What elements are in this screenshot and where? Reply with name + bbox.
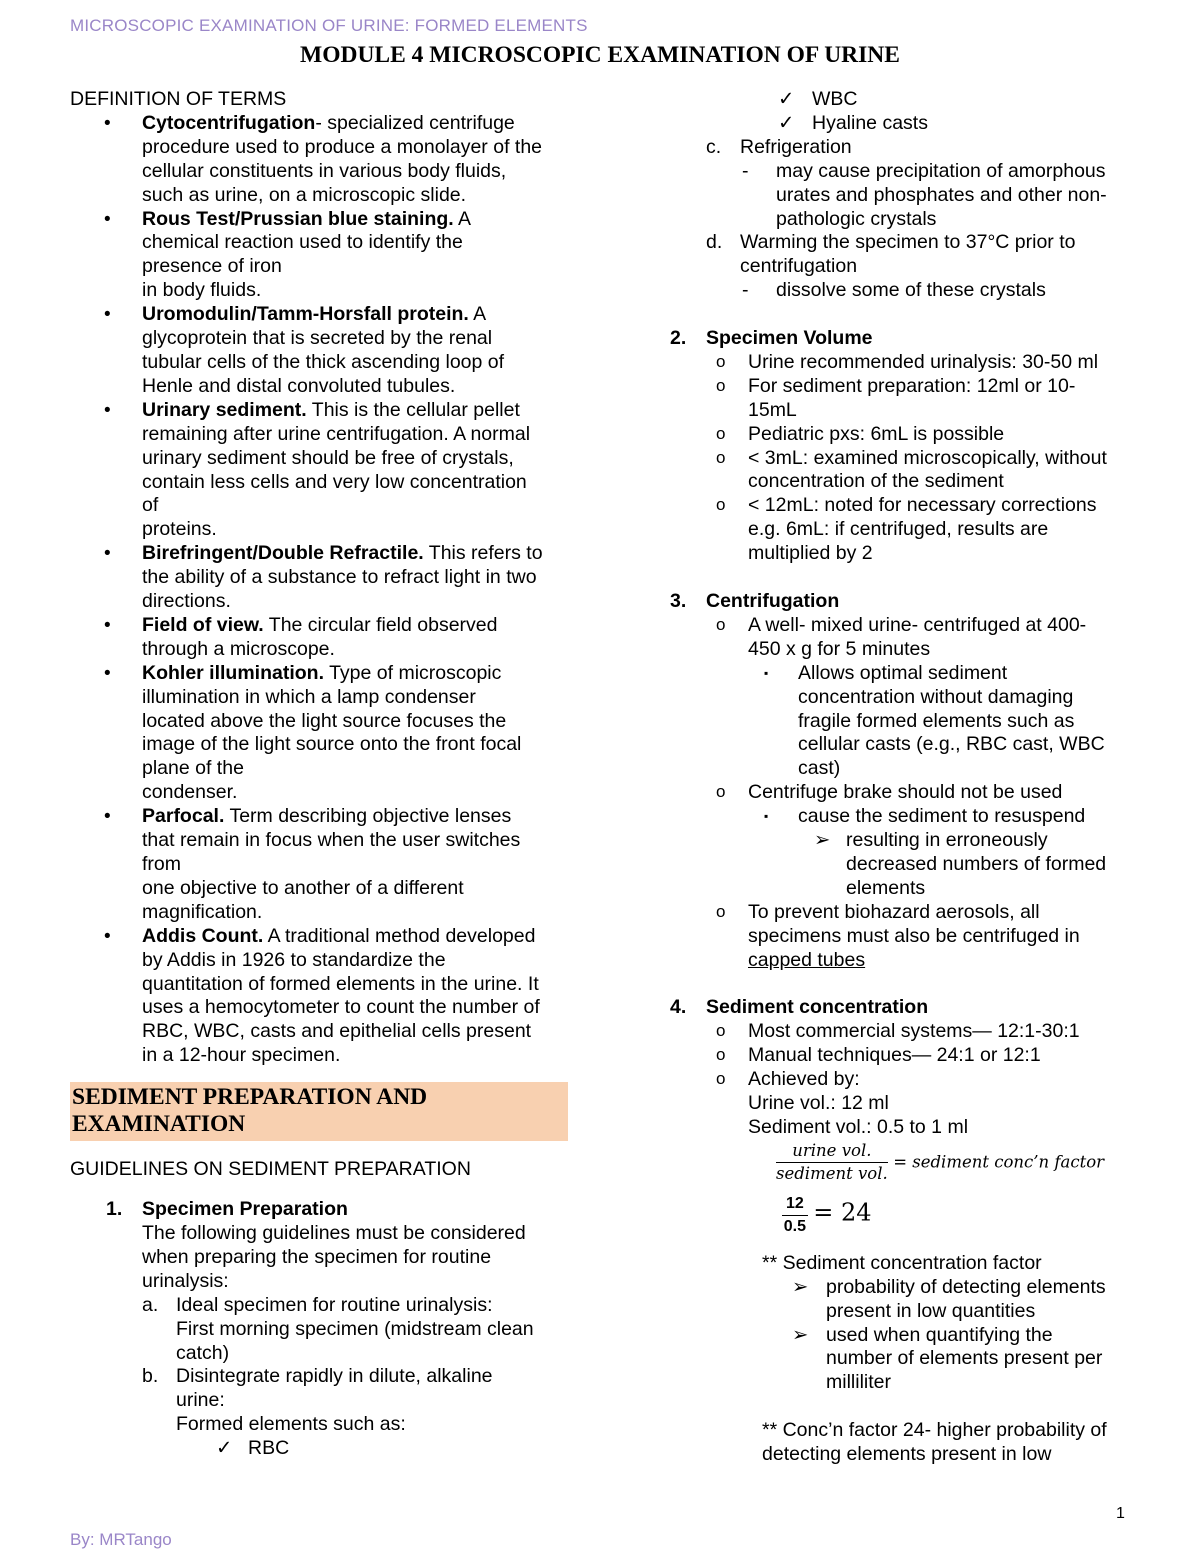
section2-item-line: multiplied by 2 xyxy=(748,542,873,565)
definition-text-line: in body fluids. xyxy=(142,279,262,302)
section2-heading xyxy=(660,327,1140,351)
section-banner xyxy=(70,1082,568,1141)
item1b xyxy=(70,1365,570,1437)
definition-term: Cytocentrifugation xyxy=(142,111,316,134)
item1-line: urinalysis: xyxy=(142,1269,229,1292)
definition-text-line: procedure used to produce a monolayer of the xyxy=(142,135,543,158)
definition-text-line: urinary sediment should be free of crystals, xyxy=(142,446,514,469)
item1a-line: Ideal specimen for routine urinalysis: xyxy=(176,1293,493,1316)
definition-text-line: directions. xyxy=(142,590,231,613)
note-1-arrow-line: used when quantifying the xyxy=(826,1323,1053,1346)
section3-arrow-item xyxy=(660,829,1140,901)
definition-term: Birefringent/Double Refractile. xyxy=(142,542,424,565)
definition-first-line xyxy=(142,399,570,423)
definition-term: Parfocal. xyxy=(142,805,225,828)
section3-subitem-2 xyxy=(660,805,1140,829)
arrow-icon: ➢ xyxy=(792,1275,809,1298)
definition-first-line xyxy=(142,112,570,136)
section3-item-1-line: 450 x g for 5 minutes xyxy=(748,637,931,660)
definition-text-line: such as urine, on a microscopic slide. xyxy=(142,183,467,206)
item1d-dash xyxy=(660,279,1140,303)
definition-text: This is the cellular pellet xyxy=(306,398,520,421)
bullet-icon: • xyxy=(104,304,111,326)
section3-item-1 xyxy=(660,614,1140,662)
item1c-letter: c. xyxy=(706,135,722,158)
check-item-hyaline-label: Hyaline casts xyxy=(812,111,928,134)
calc-denominator: 0.5 xyxy=(783,1217,807,1235)
section3-subitem-1-line: fragile formed elements such as xyxy=(798,709,1075,732)
section2-item-line: < 12mL: noted for necessary corrections xyxy=(748,494,1097,517)
definition-text-line: that remain in focus when the user switches xyxy=(142,829,521,852)
item1c-dash xyxy=(660,160,1140,232)
note-1-arrow-line: number of elements present per xyxy=(826,1347,1103,1370)
bullet-icon: • xyxy=(104,614,111,636)
calc-numerator: 12 xyxy=(782,1193,808,1216)
note-1-arrow-line: present in low quantities xyxy=(826,1299,1036,1322)
definition-item xyxy=(70,614,570,662)
item1d-letter: d. xyxy=(706,231,723,254)
item1-line: The following guidelines must be considered xyxy=(142,1221,526,1244)
definition-text-line: uses a hemocytometer to count the number of xyxy=(142,996,540,1019)
definition-heading: DEFINITION OF TERMS xyxy=(70,88,287,110)
circle-bullet: o xyxy=(716,351,726,371)
definition-item xyxy=(70,399,570,542)
item1d-line: Warming the specimen to 37°C prior to xyxy=(740,231,1076,254)
right-column xyxy=(660,88,1140,1467)
definition-first-line xyxy=(142,542,570,566)
definition-text: Term describing objective lenses xyxy=(224,805,512,828)
section2-list xyxy=(660,351,1140,566)
section2-item-line: < 3mL: examined microscopically, without xyxy=(748,446,1107,469)
formula-rhs: = sediment conc’n factor xyxy=(893,1152,1105,1172)
definition-text-line: contain less cells and very low concentration xyxy=(142,470,527,493)
definition-text-line: magnification. xyxy=(142,900,263,923)
section2-item-line: For sediment preparation: 12ml or 10- xyxy=(748,374,1076,397)
section2-item-line: 15mL xyxy=(748,398,797,421)
definition-item xyxy=(70,662,570,805)
definition-text-line: by Addis in 1926 to standardize the xyxy=(142,948,446,971)
arrow-icon: ➢ xyxy=(792,1323,809,1346)
note-1-arrow-item xyxy=(660,1324,1140,1396)
square-bullet: ▪ xyxy=(764,809,769,824)
check-icon: ✓ xyxy=(778,88,795,110)
section4-item-2 xyxy=(660,1044,1140,1068)
calc-fraction xyxy=(782,1193,808,1238)
arrow-icon: ➢ xyxy=(814,829,831,852)
item1-line: when preparing the specimen for routine xyxy=(142,1245,492,1268)
definition-text-line: from xyxy=(142,853,181,875)
circle-bullet: o xyxy=(716,1045,726,1065)
definition-text: This refers to xyxy=(423,542,543,565)
section2-item xyxy=(660,447,1140,495)
section2-item xyxy=(660,494,1140,566)
section4-title: Sediment concentration xyxy=(706,996,929,1019)
check-icon: ✓ xyxy=(778,111,795,134)
section2-item-line: e.g. 6mL: if centrifuged, results are xyxy=(748,518,1049,541)
item1c-dash-line: may cause precipitation of amorphous xyxy=(776,159,1106,182)
item1a xyxy=(70,1294,570,1366)
section3-item-2-text: Centrifuge brake should not be used xyxy=(748,781,1063,804)
section3-item-3-line: specimens must also be centrifuged in xyxy=(748,924,1080,947)
section3-number: 3. xyxy=(670,590,687,612)
definition-term: Urinary sediment. xyxy=(142,398,307,421)
definition-text: - specialized centrifuge xyxy=(315,111,515,134)
definition-text-line: one objective to another of a different xyxy=(142,876,464,899)
circle-bullet: o xyxy=(716,447,726,467)
guidelines-heading: GUIDELINES ON SEDIMENT PREPARATION xyxy=(70,1158,471,1181)
item1c xyxy=(660,136,1140,160)
section4-number: 4. xyxy=(670,996,687,1019)
circle-bullet: o xyxy=(716,423,726,443)
definition-item xyxy=(70,208,570,304)
item1-heading xyxy=(70,1198,570,1222)
definition-text-line: RBC, WBC, casts and epithelial cells present xyxy=(142,1020,532,1043)
item1d-dash-text: dissolve some of these crystals xyxy=(776,279,1046,302)
definition-text-line: illumination in which a lamp condenser xyxy=(142,685,476,708)
section3-subitem-1-line: cellular casts (e.g., RBC cast, WBC xyxy=(798,733,1105,756)
item1c-title: Refrigeration xyxy=(740,135,852,158)
left-column xyxy=(70,88,570,1461)
item1b-line: Formed elements such as: xyxy=(176,1413,406,1436)
dash-marker: - xyxy=(742,279,749,302)
definition-text-line: chemical reaction used to identify the xyxy=(142,231,463,254)
section4-item-1 xyxy=(660,1020,1140,1044)
footer-author: By: MRTango xyxy=(70,1530,172,1549)
item1c-dash-line: urates and phosphates and other non- xyxy=(776,183,1107,206)
definition-text-line: the ability of a substance to refract light in two xyxy=(142,566,537,589)
section3-arrow-line: elements xyxy=(846,876,926,899)
definition-first-line xyxy=(142,925,570,949)
section3-heading xyxy=(660,590,1140,614)
definition-text-line: Henle and distal convoluted tubules. xyxy=(142,374,456,397)
definition-item xyxy=(70,925,570,1068)
definition-text-line: located above the light source focuses the xyxy=(142,709,507,732)
definition-first-line xyxy=(142,614,570,638)
section2-item-line: concentration of the sediment xyxy=(748,470,1004,493)
bullet-icon: • xyxy=(104,662,111,684)
definition-first-line xyxy=(142,303,570,327)
definition-text: A xyxy=(453,207,472,230)
note-2 xyxy=(660,1419,1140,1467)
item1a-line: catch) xyxy=(176,1341,230,1364)
section3-subitem-1-line: cast) xyxy=(798,757,841,780)
bullet-icon: • xyxy=(104,543,111,565)
section3-arrow-line: resulting in erroneously xyxy=(846,829,1048,852)
item1a-letter: a. xyxy=(142,1293,159,1316)
section2-item xyxy=(660,375,1140,423)
section4-item-3-text: Achieved by: xyxy=(748,1068,860,1091)
section3-arrow-line: decreased numbers of formed xyxy=(846,852,1107,875)
definition-first-line xyxy=(142,662,570,686)
section3-item-2 xyxy=(660,781,1140,805)
item1b-line: Disintegrate rapidly in dilute, alkaline xyxy=(176,1365,493,1388)
capped-tubes-text: capped tubes xyxy=(748,948,866,971)
definition-term: Kohler illumination. xyxy=(142,661,325,684)
page-title: MODULE 4 MICROSCOPIC EXAMINATION OF URINE xyxy=(300,42,900,68)
section3-item-1-line: A well- mixed urine- centrifuged at 400- xyxy=(748,613,1087,636)
definition-text-line: plane of the xyxy=(142,757,244,780)
check-icon: ✓ xyxy=(216,1437,233,1460)
section4-heading xyxy=(660,996,1140,1020)
note-1-arrow-item xyxy=(660,1276,1140,1324)
page-number: 1 xyxy=(1116,1505,1125,1522)
definition-text-line: proteins. xyxy=(142,518,217,541)
bullet-icon: • xyxy=(104,806,111,828)
section4-item-2-text: Manual techniques— 24:1 or 12:1 xyxy=(748,1044,1041,1067)
circle-bullet: o xyxy=(716,495,726,515)
definition-text: A xyxy=(468,303,487,326)
item1d-line: centrifugation xyxy=(740,255,858,278)
definition-item xyxy=(70,303,570,399)
section-banner-line-2: EXAMINATION xyxy=(72,1111,246,1138)
circle-bullet: o xyxy=(716,782,726,802)
section2-item xyxy=(660,423,1140,447)
section3-subitem-1-line: Allows optimal sediment xyxy=(798,661,1008,684)
definition-text-line: glycoprotein that is secreted by the renal xyxy=(142,327,493,350)
definition-first-line xyxy=(142,805,570,829)
formula-denominator: sediment vol. xyxy=(776,1163,888,1183)
item1d xyxy=(660,231,1140,279)
item1b-line: urine: xyxy=(176,1389,225,1412)
section2-item xyxy=(660,351,1140,375)
check-item-wbc xyxy=(660,88,1140,112)
section3-subitem-1 xyxy=(660,662,1140,782)
circle-bullet: o xyxy=(716,1069,726,1089)
note-1-arrow-line: probability of detecting elements xyxy=(826,1275,1106,1298)
definition-text-line: tubular cells of the thick ascending loop of xyxy=(142,350,505,373)
definition-text-line: of xyxy=(142,494,159,517)
definition-first-line xyxy=(142,208,570,232)
item1c-dash-line: pathologic crystals xyxy=(776,207,937,230)
definition-item xyxy=(70,542,570,614)
definition-text-line: cellular constituents in various body fluids, xyxy=(142,159,507,182)
definition-item xyxy=(70,112,570,208)
section2-title: Specimen Volume xyxy=(706,327,873,350)
section3-item-3 xyxy=(660,901,1140,949)
definition-text-line: presence of iron xyxy=(142,255,282,278)
section4-item-3 xyxy=(660,1068,1140,1092)
dash-marker: - xyxy=(742,159,749,182)
section4-item-1-text: Most commercial systems— 12:1-30:1 xyxy=(748,1020,1080,1043)
urine-volume: Urine vol.: 12 ml xyxy=(748,1092,889,1115)
calc-rhs: = 24 xyxy=(813,1198,872,1227)
definition-text: A traditional method developed xyxy=(263,924,536,947)
check-item-hyaline xyxy=(660,112,1140,136)
note-2-line: ** Conc’n factor 24- higher probability of xyxy=(762,1419,1107,1442)
circle-bullet: o xyxy=(716,901,726,921)
section3-subitem-2-text: cause the sediment to resuspend xyxy=(798,805,1086,828)
definition-term: Field of view. xyxy=(142,613,264,636)
item1-title: Specimen Preparation xyxy=(142,1198,348,1221)
formula-numerator: urine vol. xyxy=(776,1140,888,1163)
bullet-icon: • xyxy=(104,112,111,134)
section2-item-line: Pediatric pxs: 6mL is possible xyxy=(748,422,1005,445)
circle-bullet: o xyxy=(716,614,726,634)
section2-number: 2. xyxy=(670,327,687,350)
definition-text-line: image of the light source onto the front focal xyxy=(142,733,522,756)
definition-text: Type of microscopic xyxy=(324,661,502,684)
definition-text-line: through a microscope. xyxy=(142,637,335,660)
definition-term: Addis Count. xyxy=(142,924,264,947)
calculation xyxy=(660,1193,1140,1238)
sediment-volume: Sediment vol.: 0.5 to 1 ml xyxy=(748,1115,969,1138)
item1-body xyxy=(70,1222,570,1294)
note-1-list xyxy=(660,1276,1140,1396)
formula xyxy=(660,1140,1140,1185)
definition-text-line: quantitation of formed elements in the urine. It xyxy=(142,972,539,995)
definition-text-line: in a 12-hour specimen. xyxy=(142,1044,341,1067)
section-banner-line-1: SEDIMENT PREPARATION AND xyxy=(72,1084,428,1111)
section3-subitem-1-line: concentration without damaging xyxy=(798,685,1074,708)
note-2-line: detecting elements present in low xyxy=(762,1443,1052,1466)
circle-bullet: o xyxy=(716,1021,726,1041)
definition-text: The circular field observed xyxy=(263,613,498,636)
definition-item xyxy=(70,805,570,925)
bullet-icon: • xyxy=(104,925,111,947)
definition-term: Rous Test/Prussian blue staining. xyxy=(142,207,454,230)
definition-text-line: remaining after urine centrifugation. A normal xyxy=(142,422,531,445)
running-header: MICROSCOPIC EXAMINATION OF URINE: FORMED ELEMENTS xyxy=(70,16,588,35)
circle-bullet: o xyxy=(716,375,726,395)
bullet-icon: • xyxy=(104,208,111,230)
item1-number: 1. xyxy=(106,1198,123,1221)
formula-fraction xyxy=(776,1140,888,1185)
note-1-arrow-line: milliliter xyxy=(826,1371,891,1394)
item1a-line: First morning specimen (midstream clean xyxy=(176,1317,534,1340)
square-bullet: ▪ xyxy=(764,665,769,680)
section2-item-line: Urine recommended urinalysis: 30-50 ml xyxy=(748,350,1099,373)
check-item-rbc-label: RBC xyxy=(248,1437,290,1460)
definition-term: Uromodulin/Tamm-Horsfall protein. xyxy=(142,303,469,326)
section3-title: Centrifugation xyxy=(706,590,840,612)
section3-item-3-line: To prevent biohazard aerosols, all xyxy=(748,900,1040,923)
note-1: ** Sediment concentration factor xyxy=(762,1251,1042,1274)
bullet-icon: • xyxy=(104,399,111,421)
check-item-wbc-label: WBC xyxy=(812,88,858,110)
definitions-list xyxy=(70,112,570,1068)
definition-text-line: condenser. xyxy=(142,781,238,804)
check-item-rbc xyxy=(70,1437,570,1461)
item1b-letter: b. xyxy=(142,1365,159,1388)
